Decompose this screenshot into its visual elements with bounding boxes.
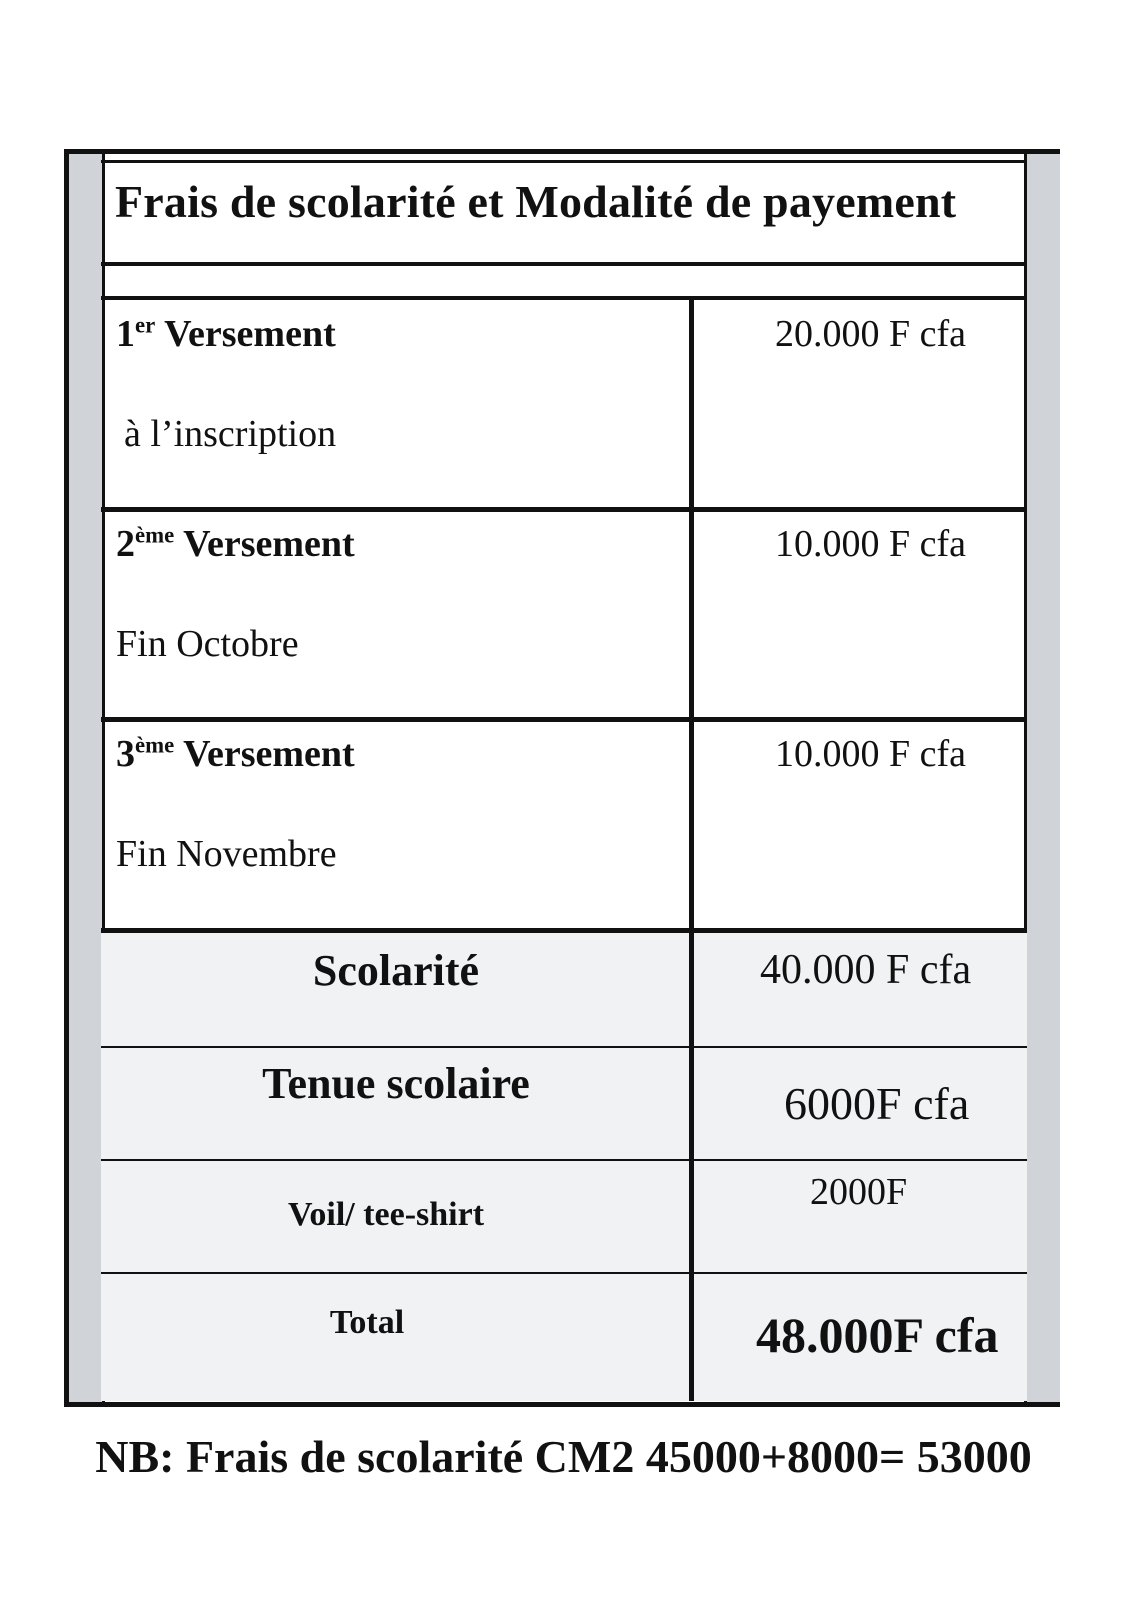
- installment-amount: 20.000 F cfa: [775, 313, 967, 355]
- row-divider: [101, 1046, 1027, 1048]
- summary-label: Tenue scolaire: [262, 1059, 530, 1108]
- installment-when: Fin Novembre: [116, 833, 337, 875]
- divider: [101, 296, 1027, 300]
- summary-amount: 40.000 F cfa: [760, 947, 972, 993]
- installment-when: à l’inscription: [124, 413, 337, 455]
- summary-amount: 6000F cfa: [784, 1078, 970, 1129]
- installment-amount: 10.000 F cfa: [775, 523, 967, 565]
- row-divider: [101, 1272, 1027, 1274]
- right-side-bar: [1024, 154, 1060, 1402]
- total-amount: 48.000F cfa: [756, 1307, 999, 1363]
- row-divider: [101, 507, 1027, 512]
- installment-label: 1er Versement: [116, 312, 336, 355]
- summary-amount: 2000F: [810, 1171, 908, 1213]
- summary-label: Total: [329, 1304, 405, 1341]
- installment-amount: 10.000 F cfa: [775, 733, 967, 775]
- summary-label: Scolarité: [312, 946, 480, 995]
- installment-label: 3ème Versement: [116, 732, 355, 775]
- row-divider: [101, 1159, 1027, 1161]
- column-divider: [689, 300, 694, 1401]
- summary-label: Voil/ tee-shirt: [287, 1196, 485, 1233]
- row-divider: [101, 928, 1027, 933]
- left-side-bar: [69, 154, 105, 1402]
- footnote: NB: Frais de scolarité CM2 45000+8000= 53000: [95, 1431, 1032, 1482]
- installment-when: Fin Octobre: [116, 623, 299, 665]
- page-title: Frais de scolarité et Modalité de payement: [115, 176, 957, 227]
- title-box: [101, 160, 1027, 266]
- installment-label: 2ème Versement: [116, 522, 355, 565]
- row-divider: [101, 717, 1027, 722]
